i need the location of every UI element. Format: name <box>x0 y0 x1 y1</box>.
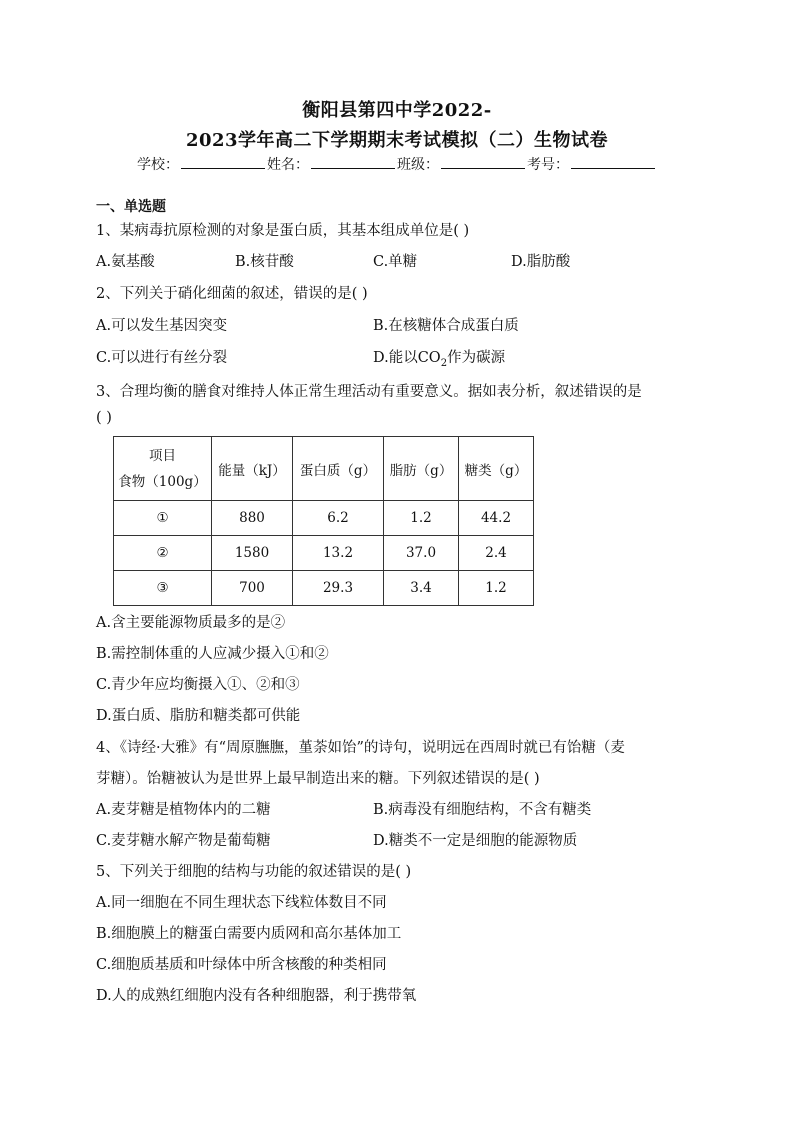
table-row <box>114 536 534 571</box>
q3-option-c: C.青少年应均衡摄入①、②和③ <box>96 677 300 693</box>
q2-option-d <box>373 346 505 369</box>
class-blank[interactable] <box>441 154 525 169</box>
table-cell: 37.0 <box>384 536 459 571</box>
question-1-stem: 1、某病毒抗原检测的对象是蛋白质，其基本组成单位是( ) <box>96 223 470 239</box>
question-4-stem-line1: 4、《诗经·大雅》有“周原膴膴，堇荼如饴”的诗句，说明远在西周时就已有饴糖（麦 <box>96 740 625 756</box>
table-cell: 44.2 <box>459 501 534 536</box>
student-info-row <box>0 154 794 174</box>
food-id-cell: ② <box>114 536 212 571</box>
name-blank[interactable] <box>311 154 395 169</box>
q4-option-c: C.麦芽糖水解产物是葡萄糖 <box>96 833 271 849</box>
question-2-stem: 2、下列关于硝化细菌的叙述，错误的是( ) <box>96 286 368 302</box>
table-corner-cell <box>114 437 212 501</box>
table-cell: 1580 <box>212 536 293 571</box>
table-cell: 1.2 <box>384 501 459 536</box>
table-cell: 29.3 <box>293 571 384 606</box>
column-header-protein: 蛋白质（g） <box>293 437 384 501</box>
column-header-fat: 脂肪（g） <box>384 437 459 501</box>
question-3-stem-line1: 3、合理均衡的膳食对维持人体正常生理活动有重要意义。据如表分析，叙述错误的是 <box>96 384 642 400</box>
q3-option-d: D.蛋白质、脂肪和糖类都可供能 <box>96 708 301 724</box>
food-id-cell: ③ <box>114 571 212 606</box>
q1-option-a: A.氨基酸 <box>96 254 155 270</box>
class-label: 班级： <box>397 157 439 173</box>
q2-option-d-prefix: D.能以CO <box>373 350 441 366</box>
column-header-energy: 能量（kJ） <box>212 437 293 501</box>
table-cell: 1.2 <box>459 571 534 606</box>
question-4-stem-line2: 芽糖）。饴糖被认为是世界上最早制造出来的糖。下列叙述错误的是( ) <box>96 771 540 787</box>
table-header-row <box>114 437 534 501</box>
q2-option-d-subscript: 2 <box>440 357 448 369</box>
q5-option-b: B.细胞膜上的糖蛋白需要内质网和高尔基体加工 <box>96 926 402 942</box>
q2-option-a: A.可以发生基因突变 <box>96 318 228 334</box>
q2-option-b: B.在核糖体合成蛋白质 <box>373 318 519 334</box>
q2-option-d-suffix: 作为碳源 <box>447 350 506 366</box>
table-cell: 13.2 <box>293 536 384 571</box>
q1-option-d: D.脂肪酸 <box>511 254 571 270</box>
q4-option-b: B.病毒没有细胞结构，不含有糖类 <box>373 802 592 818</box>
q2-option-c: C.可以进行有丝分裂 <box>96 350 228 366</box>
table-cell: 3.4 <box>384 571 459 606</box>
table-cell: 2.4 <box>459 536 534 571</box>
q4-option-d: D.糖类不一定是细胞的能源物质 <box>373 833 578 849</box>
school-label: 学校： <box>137 157 179 173</box>
exam-title-line2: 2023学年高二下学期期末考试模拟（二）生物试卷 <box>185 130 609 151</box>
question-3-stem-line2: ( ) <box>96 410 112 426</box>
q5-option-a: A.同一细胞在不同生理状态下线粒体数目不同 <box>96 895 387 911</box>
q1-option-b: B.核苷酸 <box>235 254 294 270</box>
corner-food-label: 食物（100g） <box>118 473 207 490</box>
corner-item-label: 项目 <box>149 447 176 464</box>
section-heading: 一、单选题 <box>96 199 166 215</box>
table-row <box>114 571 534 606</box>
q4-option-a: A.麦芽糖是植物体内的二糖 <box>96 802 271 818</box>
q1-option-c: C.单糖 <box>373 254 418 270</box>
school-blank[interactable] <box>181 154 265 169</box>
q5-option-c: C.细胞质基质和叶绿体中所含核酸的种类相同 <box>96 957 387 973</box>
exam-number-blank[interactable] <box>571 154 655 169</box>
exam-title-line1: 衡阳县第四中学2022- <box>302 100 492 121</box>
q3-option-a: A.含主要能源物质最多的是② <box>96 615 286 631</box>
nutrition-table <box>113 436 534 606</box>
exam-number-label: 考号： <box>527 157 569 173</box>
table-row <box>114 501 534 536</box>
table-cell: 700 <box>212 571 293 606</box>
column-header-sugar: 糖类（g） <box>459 437 534 501</box>
name-label: 姓名： <box>267 157 309 173</box>
q3-option-b: B.需控制体重的人应减少摄入①和② <box>96 646 329 662</box>
q5-option-d: D.人的成熟红细胞内没有各种细胞器，利于携带氧 <box>96 988 417 1004</box>
table-cell: 880 <box>212 501 293 536</box>
table-cell: 6.2 <box>293 501 384 536</box>
question-5-stem: 5、下列关于细胞的结构与功能的叙述错误的是( ) <box>96 864 412 880</box>
food-id-cell: ① <box>114 501 212 536</box>
